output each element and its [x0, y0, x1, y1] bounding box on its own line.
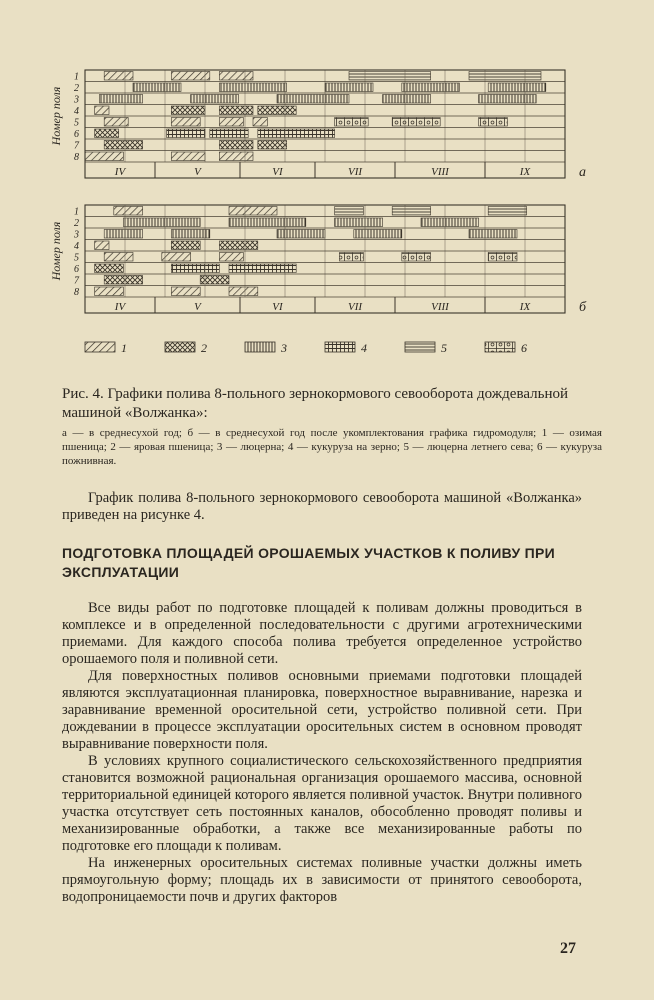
- irrigation-bar: [402, 253, 431, 262]
- body-text: [62, 600, 582, 906]
- irrigation-bar: [95, 287, 124, 296]
- panel-letter: б: [579, 300, 587, 315]
- legend-label: 6: [521, 341, 527, 355]
- irrigation-bar: [210, 129, 248, 138]
- panel-letter: а: [579, 165, 586, 180]
- irrigation-bar: [219, 106, 253, 115]
- irrigation-bar: [114, 207, 143, 216]
- irrigation-bar: [258, 106, 296, 115]
- month-label: IX: [519, 301, 531, 313]
- irrigation-bar: [123, 218, 200, 227]
- irrigation-bar: [85, 152, 123, 161]
- irrigation-bar: [171, 264, 219, 273]
- figure-caption-title: Рис. 4. Графики полива 8-польного зернокормового севооборота дождевальной машиной «Волжанка»:: [62, 386, 569, 421]
- month-label: IV: [114, 166, 126, 178]
- body-paragraph: В условиях крупного социалистического сельскохозяйственного предприятия становится возможной рациональная организация орошаемого массива, основной территориальной единицей которого является поливной участок. Внутри поливного участка отсутствует сеть постоянных каналов, обособленно проводят поливы и механизированные обработки, а также все механизированные работы по подготовке его площади к поливам.: [62, 753, 582, 854]
- irrigation-bar: [171, 72, 209, 81]
- page-number: 27: [560, 940, 576, 957]
- intro-paragraph: [62, 490, 582, 524]
- irrigation-bar: [335, 118, 369, 127]
- irrigation-bar: [104, 230, 142, 239]
- irrigation-bar: [219, 241, 257, 250]
- irrigation-bar: [171, 152, 205, 161]
- irrigation-bar: [335, 218, 383, 227]
- legend-swatch: [325, 342, 355, 352]
- irrigation-bar: [99, 95, 142, 104]
- irrigation-bar: [171, 106, 205, 115]
- irrigation-bar: [104, 276, 142, 285]
- figure-caption-notes: а — в среднесухой год; б — в среднесухой год после укомплектования графика гидромодуля; 1 — озимая пшеница; 2 — яровая пшеница; 3 — люцерна; 4 — кукуруза на зерно; 5 — люцерна летнего сева; 6 — кукуруза пожнивная.: [62, 427, 602, 467]
- irrigation-bar: [392, 207, 430, 216]
- row-label: 2: [74, 218, 79, 229]
- month-label: VI: [272, 166, 283, 178]
- irrigation-bar: [335, 207, 364, 216]
- irrigation-bar: [339, 253, 363, 262]
- section-heading: ПОДГОТОВКА ПЛОЩАДЕЙ ОРОШАЕМЫХ УЧАСТКОВ К ПОЛИВУ ПРИ ЭКСПЛУАТАЦИИ: [62, 545, 556, 580]
- irrigation-bar: [229, 264, 296, 273]
- irrigation-bar: [349, 72, 431, 81]
- irrigation-bar: [104, 72, 133, 81]
- body-paragraph: Для поверхностных поливов основными приемами подготовки площадей являются эксплуатационная планировка, поверхностное выравнивание, нарезка и заравнивание временной оросительной сети, устройство поливной сети. При дождевании в процессе эксплуатации оросительных систем в основном проводят выравнивание поверхности поля.: [62, 668, 582, 752]
- row-label: 5: [74, 117, 79, 129]
- month-label: V: [194, 301, 201, 313]
- irrigation-bar: [277, 230, 325, 239]
- irrigation-bar: [229, 287, 258, 296]
- legend-swatch: [85, 342, 115, 352]
- irrigation-bar: [421, 218, 479, 227]
- irrigation-bar: [219, 72, 253, 81]
- irrigation-bar: [219, 141, 253, 150]
- irrigation-bar: [229, 207, 277, 216]
- irrigation-bar: [219, 253, 243, 262]
- legend-swatch: [165, 342, 195, 352]
- intro-text: График полива 8-польного зернокормового севооборота машиной «Волжанка» приведен на рисунке 4.: [62, 490, 582, 523]
- irrigation-bar: [325, 83, 373, 92]
- row-label: 7: [74, 140, 79, 152]
- row-label: 8: [74, 287, 79, 298]
- legend-label: 4: [361, 341, 367, 355]
- irrigation-bar: [253, 118, 267, 127]
- legend-label: 2: [201, 341, 207, 355]
- row-label: 6: [74, 129, 79, 140]
- irrigation-schedule-figure: [40, 60, 600, 380]
- irrigation-bar: [167, 129, 205, 138]
- month-label: VII: [347, 301, 363, 313]
- irrigation-bar: [171, 118, 200, 127]
- irrigation-bar: [95, 129, 119, 138]
- irrigation-bar: [258, 141, 287, 150]
- row-label: 3: [74, 94, 79, 106]
- irrigation-bar: [219, 152, 253, 161]
- row-label: 2: [74, 83, 79, 94]
- irrigation-bar: [95, 106, 109, 115]
- row-label: 4: [74, 241, 79, 252]
- month-label: IX: [519, 166, 531, 178]
- irrigation-bar: [219, 83, 286, 92]
- irrigation-bar: [488, 253, 517, 262]
- legend-swatch: [245, 342, 275, 352]
- month-label: VIII: [431, 301, 449, 313]
- irrigation-bar: [402, 83, 460, 92]
- irrigation-bar: [104, 118, 128, 127]
- row-label: 7: [74, 275, 79, 287]
- irrigation-bar: [219, 118, 243, 127]
- legend-swatch: [405, 342, 435, 352]
- irrigation-bar: [191, 95, 239, 104]
- irrigation-bar: [171, 287, 200, 296]
- irrigation-bar: [133, 83, 181, 92]
- irrigation-bar: [171, 241, 200, 250]
- row-label: 8: [74, 152, 79, 163]
- row-label: 3: [74, 229, 79, 241]
- irrigation-bar: [392, 118, 440, 127]
- row-label: 1: [74, 71, 79, 83]
- month-label: V: [194, 166, 201, 178]
- irrigation-bar: [479, 118, 508, 127]
- irrigation-bar: [104, 253, 133, 262]
- month-label: VI: [272, 301, 283, 313]
- irrigation-bar: [258, 129, 335, 138]
- legend-label: 1: [121, 341, 127, 355]
- irrigation-bar: [277, 95, 349, 104]
- irrigation-bar: [488, 83, 546, 92]
- month-label: VII: [347, 166, 363, 178]
- irrigation-bar: [95, 241, 109, 250]
- irrigation-bar: [229, 218, 306, 227]
- row-label: 5: [74, 252, 79, 264]
- row-label: 4: [74, 106, 79, 117]
- body-paragraph: На инженерных оросительных системах поливные участки должны иметь прямоугольную форму; площадь их в зависимости от принятого севооборота, водопроницаемости почв и других факторов: [62, 855, 582, 905]
- irrigation-bar: [479, 95, 537, 104]
- irrigation-bar: [469, 230, 517, 239]
- irrigation-bar: [469, 72, 541, 81]
- y-axis-label: Номер поля: [49, 221, 63, 281]
- irrigation-bar: [354, 230, 402, 239]
- row-label: 1: [74, 206, 79, 218]
- irrigation-bar: [104, 141, 142, 150]
- month-label: IV: [114, 301, 126, 313]
- irrigation-bar: [95, 264, 124, 273]
- irrigation-bar: [162, 253, 191, 262]
- legend-swatch: [485, 342, 515, 352]
- month-label: VIII: [431, 166, 449, 178]
- body-paragraph: Все виды работ по подготовке площадей к поливам должны проводиться в комплексе и в определенной последовательности с другими агротехническими приемами. Для каждого способа полива требуется определенное устройство орошаемого поля и поливной сети.: [62, 600, 582, 667]
- y-axis-label: Номер поля: [49, 86, 63, 146]
- irrigation-bar: [488, 207, 526, 216]
- irrigation-bar: [383, 95, 431, 104]
- legend-label: 5: [441, 341, 447, 355]
- irrigation-bar: [200, 276, 229, 285]
- row-label: 6: [74, 264, 79, 275]
- irrigation-bar: [171, 230, 209, 239]
- legend-label: 3: [281, 341, 287, 355]
